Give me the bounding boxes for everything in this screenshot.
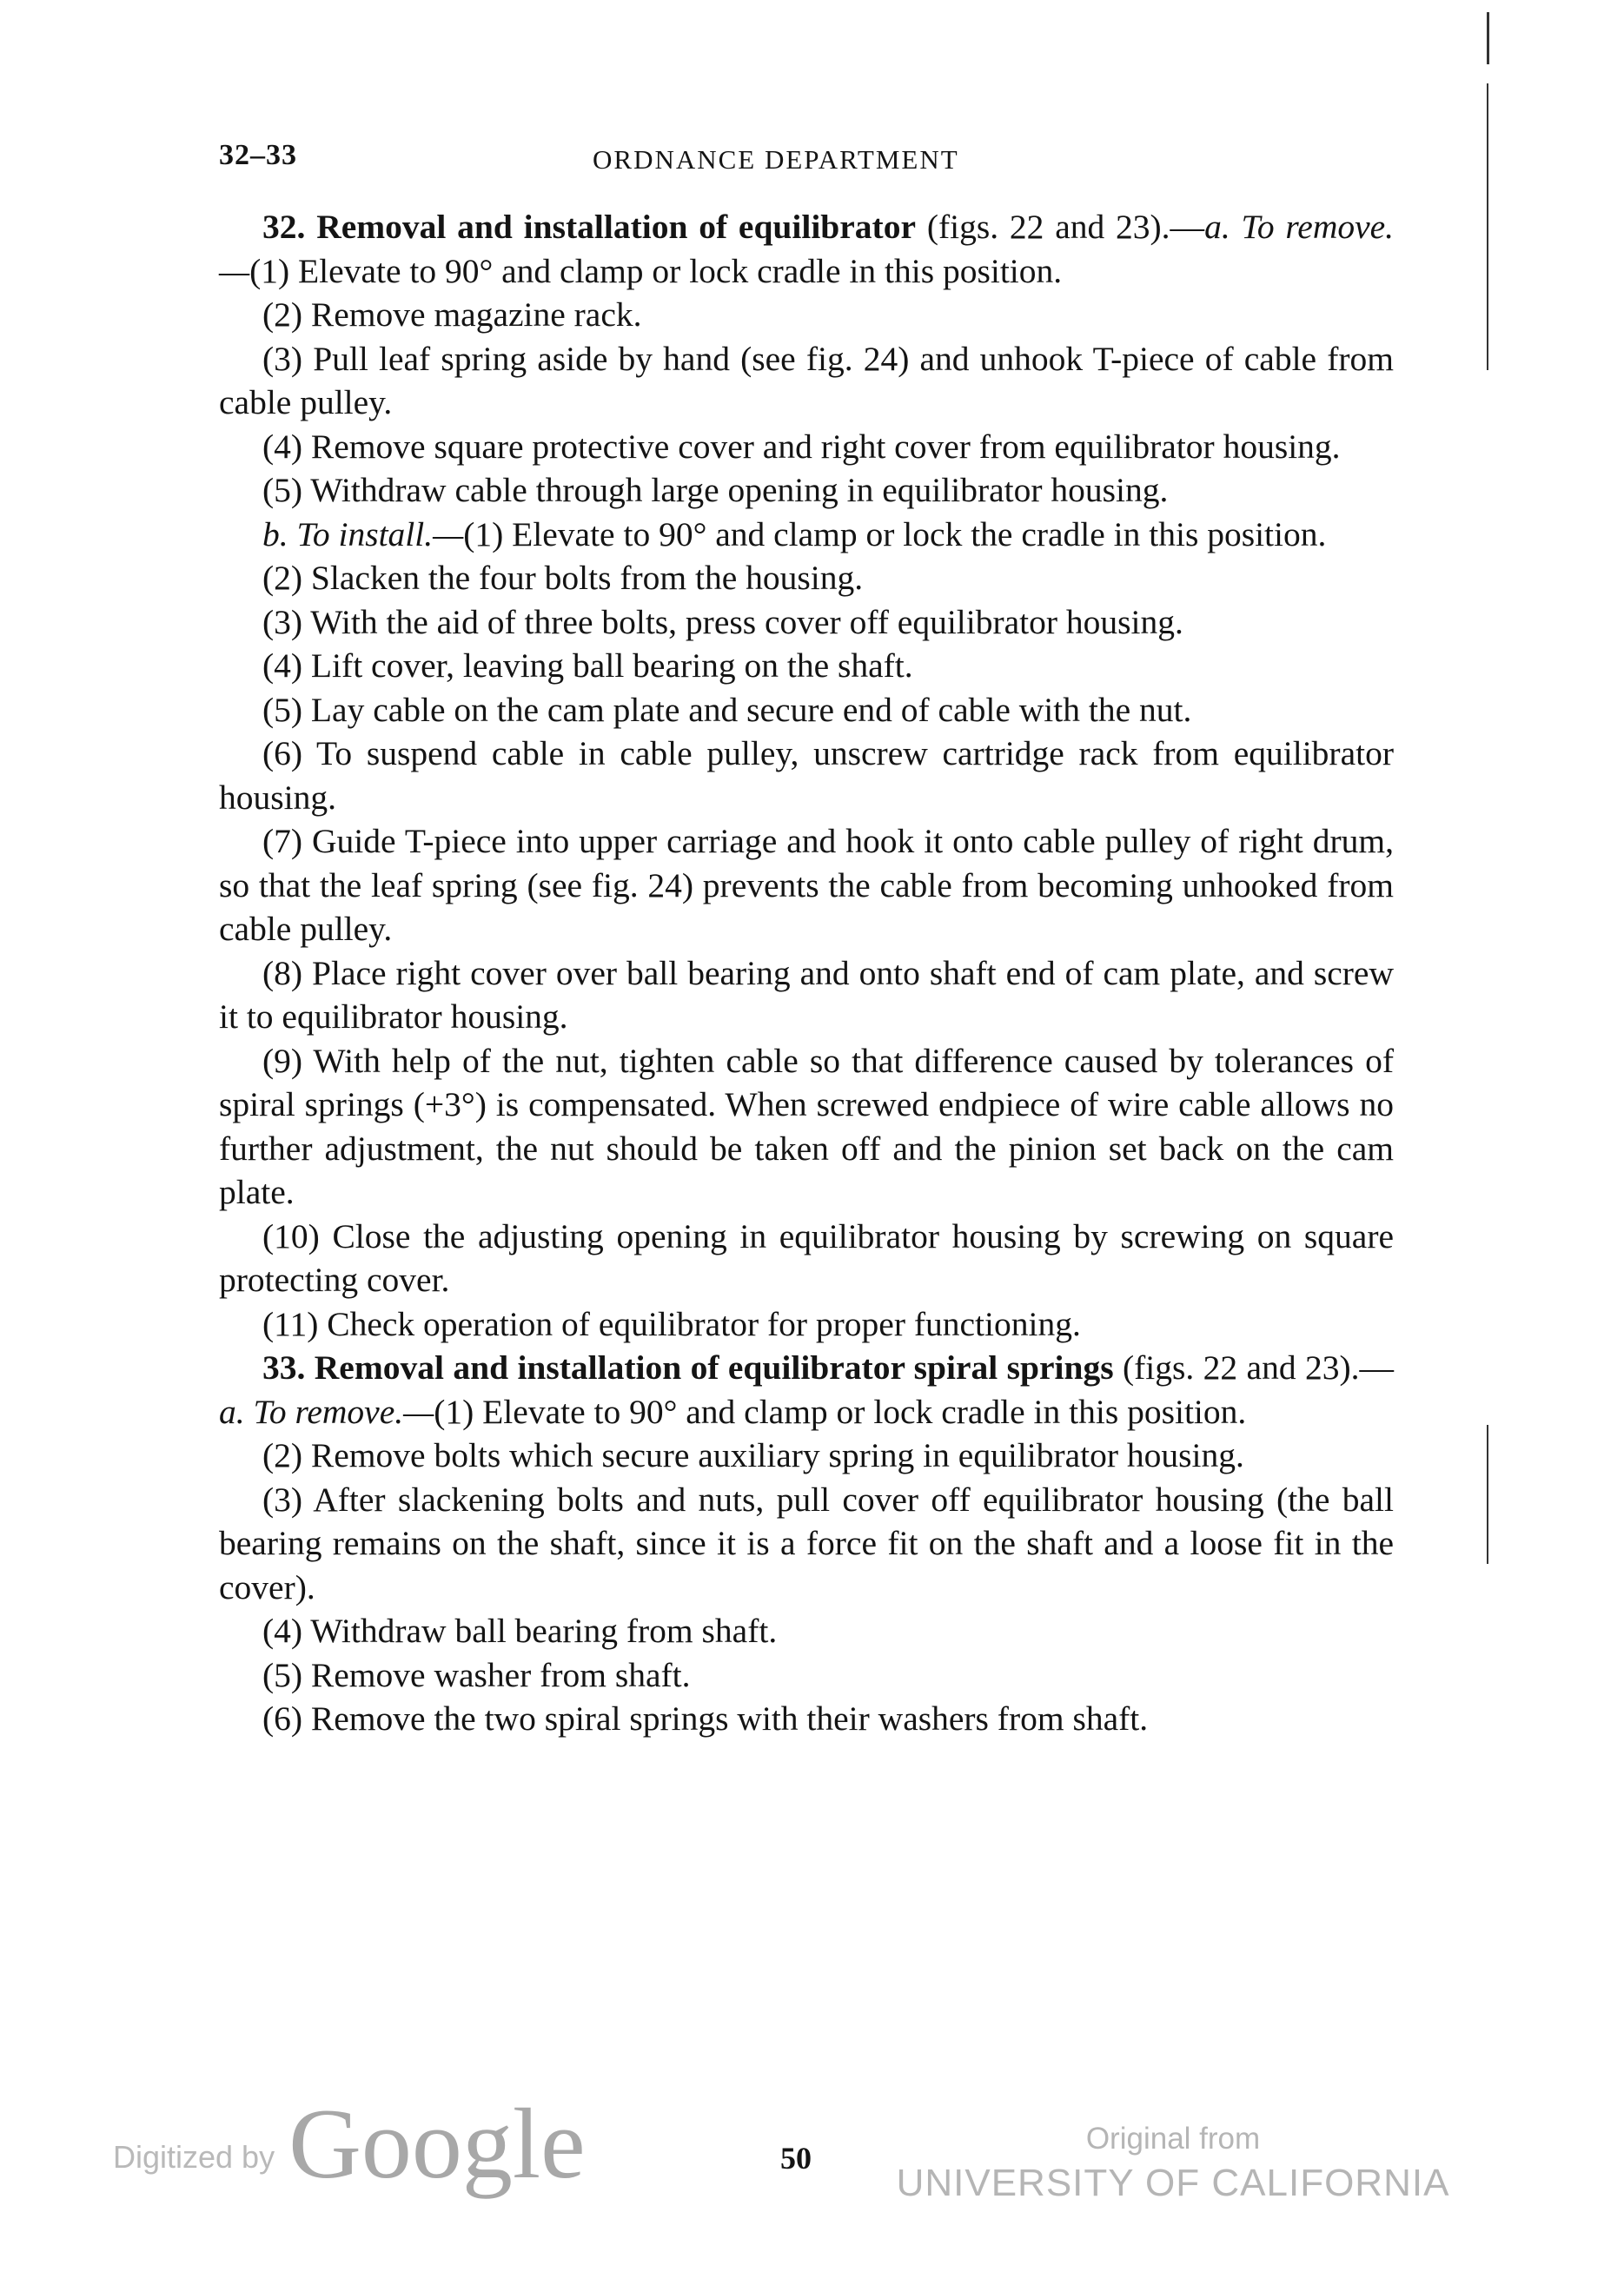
step: (3) Pull leaf spring aside by hand (see fig. 24) and unhook T-piece of cable from cable pulley.	[219, 339, 1394, 421]
page-number: 50	[780, 2141, 812, 2176]
step: (8) Place right cover over ball bearing and onto shaft end of cam plate, and screw it to equilibrator housing.	[219, 953, 1394, 1036]
step: (11) Check operation of equilibrator for proper functioning.	[262, 1304, 1081, 1343]
step: (6) To suspend cable in cable pulley, unscrew cartridge rack from equilibrator housing.	[219, 734, 1394, 817]
scan-edge-line	[1487, 12, 1489, 64]
scan-edge-line	[1487, 1425, 1488, 1564]
step: (2) Slacken the four bolts from the housing.	[262, 559, 864, 597]
section-heading: Removal and installation of equilibrator spiral springs	[314, 1348, 1114, 1387]
section-number: 33.	[262, 1348, 306, 1387]
digitized-by-google	[113, 2089, 586, 2200]
original-from-block	[895, 2120, 1451, 2209]
step: (9) With help of the nut, tighten cable so that difference caused by tolerances of spiral springs (+3°) is compensated. When screwed endpiece of wire cable allows no further adjustment, the nut should be taken off and the pinion set back on the cam plate.	[219, 1041, 1394, 1211]
step: (4) Lift cover, leaving ball bearing on the shaft.	[262, 646, 913, 685]
running-title: ORDNANCE DEPARTMENT	[593, 144, 959, 175]
figure-reference: (figs. 22 and 23).—	[1122, 1348, 1395, 1387]
step: (10) Close the adjusting opening in equilibrator housing by screwing on square protecting cover.	[219, 1216, 1394, 1299]
step-text: (1) Elevate to 90° and clamp or lock cradle in this position.	[249, 251, 1063, 290]
step-text: (1) Elevate to 90° and clamp or lock cradle in this position.	[434, 1392, 1247, 1431]
step: (3) After slackening bolts and nuts, pull cover off equilibrator housing (the ball bearing remains on the shaft, since it is a force fit on the shaft and a loose fit in the cover).	[219, 1480, 1394, 1606]
step: (6) Remove the two spiral springs with their washers from shaft.	[262, 1699, 1149, 1738]
step-text: (1) Elevate to 90° and clamp or lock the cradle in this position.	[463, 514, 1327, 553]
step: (3) With the aid of three bolts, press cover off equilibrator housing.	[262, 602, 1183, 641]
step: (2) Remove magazine rack.	[262, 295, 642, 334]
step: (2) Remove bolts which secure auxiliary spring in equilibrator housing.	[262, 1436, 1244, 1474]
subsection-heading: a. To remove.—	[219, 208, 1395, 290]
subsection-heading: b. To install.—	[262, 514, 464, 553]
page-body	[219, 205, 1394, 1741]
google-logo: Google	[288, 2089, 586, 2200]
section-number: 32.	[262, 208, 306, 246]
step: (5) Withdraw cable through large opening in equilibrator housing.	[262, 471, 1169, 509]
subsection-b	[219, 513, 1394, 557]
figure-reference: (figs. 22 and 23).—	[926, 208, 1205, 246]
original-from-label: Original from	[1085, 2122, 1261, 2156]
digitized-by-label: Digitized by	[113, 2139, 275, 2175]
section-heading: Removal and installation of equilibrator	[316, 208, 916, 246]
step: (4) Withdraw ball bearing from shaft.	[262, 1612, 778, 1650]
step: (4) Remove square protective cover and right cover from equilibrator housing.	[262, 427, 1341, 466]
section-32-intro	[219, 205, 1394, 293]
page-range: 32–33	[219, 139, 297, 171]
step: (5) Remove washer from shaft.	[262, 1655, 691, 1694]
institution-name: UNIVERSITY OF CALIFORNIA	[896, 2162, 1450, 2204]
scan-edge-line	[1487, 83, 1488, 370]
section-33-intro	[219, 1346, 1394, 1434]
step: (7) Guide T-piece into upper carriage and hook it onto cable pulley of right drum, so that the leaf spring (see fig. 24) prevents the cable from becoming unhooked from cable pulley.	[219, 822, 1394, 948]
subsection-heading: a. To remove.—	[219, 1392, 434, 1431]
step: (5) Lay cable on the cam plate and secure end of cable with the nut.	[262, 690, 1192, 729]
